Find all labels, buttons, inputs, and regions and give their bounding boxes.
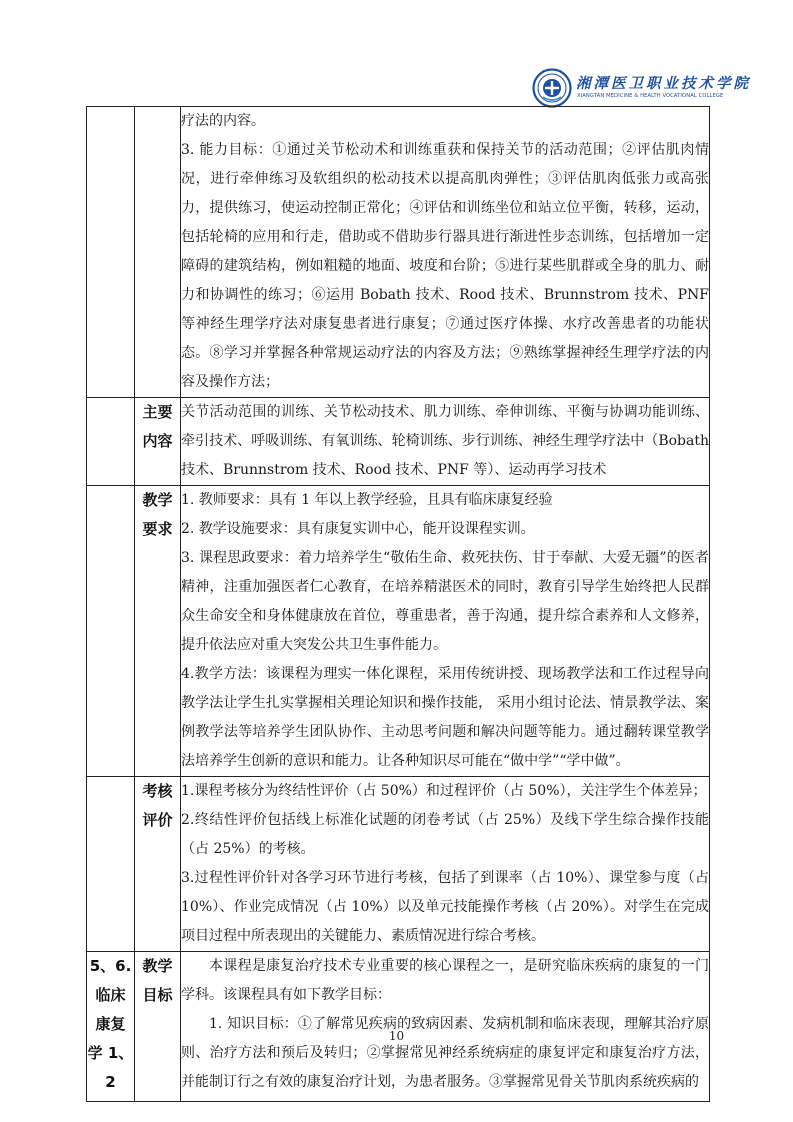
row-label-teaching-requirements (135, 486, 181, 777)
content-cell (181, 107, 710, 398)
course-cell (87, 398, 135, 486)
content-line: 1. 教师要求：具有 1 年以上教学经验，且具有临床康复经验 (181, 492, 553, 508)
school-name-cn: 湘潭医卫职业技术学院 (576, 75, 751, 92)
content-line: 2.终结性评价包括线上标准化试题的闭卷考试（占 25%）及线下学生综合操作技能（占 25%）的考核。 (181, 812, 709, 857)
label-line: 教学 (142, 491, 173, 509)
content-line: 4.教学方法：该课程为理实一体化课程，采用传统讲授、现场教学法和工作过程导向教学法让学生扎实掌握相关理论知识和操作技能， 采用小组讨论法、情景教学法、案例教学法等培养学生团队协作、主动思考问题和解决问题等能力。通过翻转课堂教学法培养学生创新的意识和能力。让各种知识尽可能在“做中学”“学中做”。 (181, 666, 709, 769)
course-cell (87, 486, 135, 777)
label-cell (135, 107, 181, 398)
content-line: 3. 课程思政要求：着力培养学生“敬佑生命、救死扶伤、甘于奉献、大爱无疆”的医者精神，注重加强医者仁心教育，在培养精湛医术的同时，教育引导学生始终把人民群众生命安全和身体健康放在首位，尊重患者，善于沟通，提升综合素养和人文修养，提升依法应对重大突发公共卫生事件能力。 (181, 550, 709, 653)
school-name-en: XIANGTAN MEDICINE & HEALTH VOCATIONAL COLLEGE (577, 93, 724, 99)
course-name-line: 2 (105, 1073, 116, 1091)
label-line: 主要 (142, 403, 173, 421)
course-name-line: 临床 (95, 986, 126, 1004)
content-line: 3.过程性评价针对各学习环节进行考核，包括了到课率（占 10%）、课堂参与度（占 10%）、作业完成情况（占 10%）以及单元技能操作考核（占 20%）。对学生在完成项目过程中所表现出的关键能力、素质情况进行综合考核。 (181, 870, 709, 944)
row-label-teaching-objectives (135, 952, 181, 1102)
course-name-cell (87, 952, 135, 1102)
content-cell (181, 952, 710, 1102)
label-line: 教学 (142, 957, 173, 975)
course-name-line: 5、6. (89, 957, 132, 975)
content-cell (181, 486, 710, 777)
course-cell (87, 107, 135, 398)
content-line: 疗法的内容。 (181, 113, 265, 129)
course-name-line: 康复 (95, 1015, 126, 1033)
row-label-main-content (135, 398, 181, 486)
label-line: 要求 (142, 520, 173, 538)
content-cell (181, 398, 710, 486)
content-line: 本课程是康复治疗技术专业重要的核心课程之一，是研究临床疾病的康复的一门学科。该课程具有如下教学目标： (181, 958, 709, 1003)
table-row (87, 398, 710, 486)
content-cell (181, 777, 710, 952)
course-name-line: 学 1、 (87, 1044, 134, 1062)
content-line: 1. 知识目标：①了解常见疾病的致病因素、发病机制和临床表现，理解其治疗原则、治疗方法和预后及转归；②掌握常见神经系统病症的康复评定和康复治疗方法，并能制订行之有效的康复治疗计划，为患者服务。③掌握常见骨关节肌肉系统疾病的 (181, 1016, 709, 1090)
college-emblem-icon (532, 68, 572, 108)
content-line: 3. 能力目标：①通过关节松动术和训练重获和保持关节的活动范围；②评估肌肉情况，进行牵伸练习及软组织的松动技术以提高肌肉弹性；③评估肌肉低张力或高张力，提供练习，使运动控制正常化；④评估和训练坐位和站立位平衡，转移，运动，包括轮椅的应用和行走，借助或不借助步行器具进行渐进性步态训练，包括增加一定障碍的建筑结构，例如粗糙的地面、坡度和台阶；⑤进行某些肌群或全身的肌力、耐力和协调性的练习；⑥运用 Bobath 技术、Rood 技术、Brunnstrom 技术、PNF 等神经生理学疗法对康复患者进行康复；⑦通过医疗体操、水疗改善患者的功能状态。⑧学习并掌握各种常规运动疗法的内容及方法；⑨熟练掌握神经生理学疗法的内容及操作方法； (181, 142, 709, 390)
table-row (87, 952, 710, 1102)
content-line: 关节活动范围的训练、关节松动技术、肌力训练、牵伸训练、平衡与协调功能训练、牵引技术、呼吸训练、有氧训练、轮椅训练、步行训练、神经生理学疗法中（Bobath 技术、Brunnstrom 技术、Rood 技术、PNF 等）、运动再学习技术 (181, 404, 709, 478)
content-line: 1.课程考核分为终结性评价（占 50%）和过程评价（占 50%），关注学生个体差异； (181, 783, 707, 799)
label-line: 内容 (142, 432, 173, 450)
label-line: 考核 (142, 782, 173, 800)
table-row (87, 777, 710, 952)
table-row (87, 107, 710, 398)
course-table (86, 106, 710, 1102)
row-label-assessment (135, 777, 181, 952)
label-line: 评价 (142, 811, 173, 829)
college-logo (532, 68, 751, 108)
label-line: 目标 (142, 986, 173, 1004)
course-cell (87, 777, 135, 952)
content-line: 2. 教学设施要求：具有康复实训中心，能开设课程实训。 (181, 521, 535, 537)
page-number: 10 (388, 1029, 405, 1043)
table-row (87, 486, 710, 777)
